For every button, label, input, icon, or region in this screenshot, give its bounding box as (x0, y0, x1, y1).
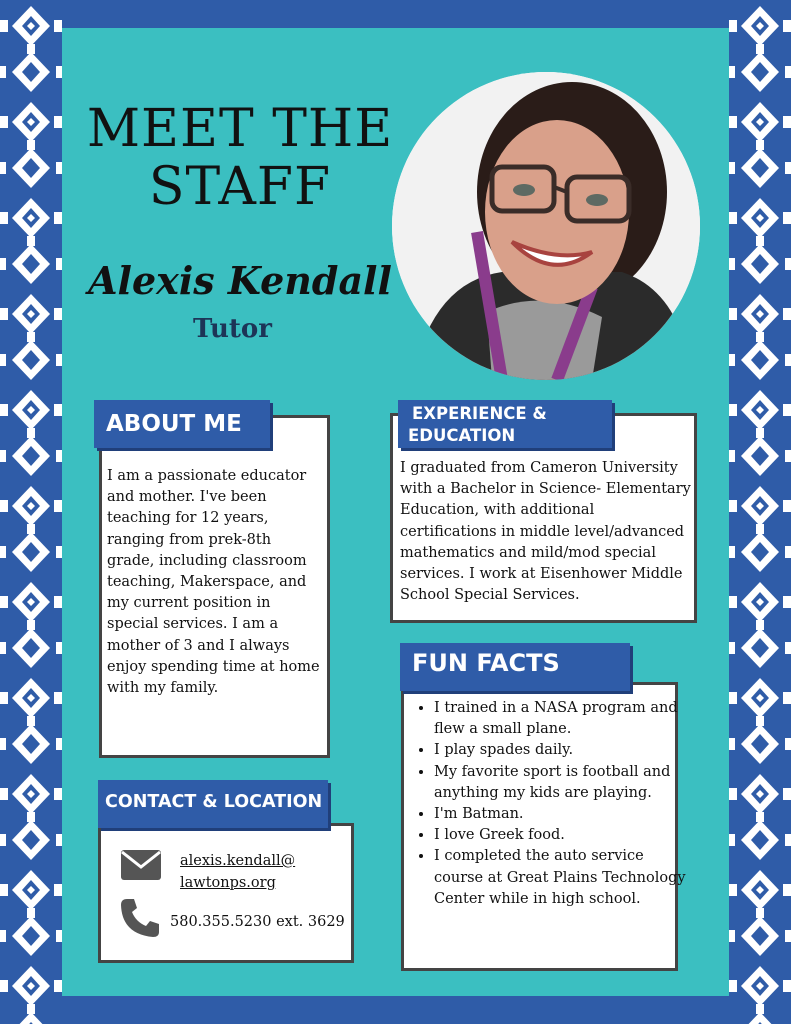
phone-number[interactable]: 580.355.5230 ext. 3629 (170, 914, 345, 930)
contact-label-text: CONTACT & LOCATION (105, 792, 323, 812)
contact-card (98, 823, 354, 963)
staff-name: Alexis Kendall (88, 258, 392, 303)
experience-label (398, 400, 612, 448)
about-label-text: ABOUT ME (106, 411, 242, 437)
about-text: I am a passionate educator and mother. I've been teaching for 12 years, ranging from prek-8th grade, including classroom teaching, Makerspace, and my current position in special services. I am a mother of 3 and I always enjoy spending time at home with my family. (107, 468, 320, 697)
title-line-1: MEET THE (86, 99, 394, 159)
title-line-2: STAFF (148, 157, 332, 217)
phone-icon (118, 896, 162, 940)
about-card (99, 415, 330, 758)
fun-facts-label-text: FUN FACTS (412, 649, 560, 677)
fun-facts-label (400, 643, 630, 691)
page-title (70, 100, 410, 216)
staff-photo (392, 72, 700, 380)
top-band (62, 0, 729, 28)
email-line-1[interactable]: alexis.kendall@ (180, 853, 296, 869)
bottom-band (62, 996, 729, 1024)
about-label (94, 400, 270, 448)
fun-facts-list (404, 698, 696, 910)
contact-label (98, 780, 328, 828)
email-line-2[interactable]: lawtonps.org (180, 875, 276, 891)
fact-item: • I play spades daily. (434, 740, 696, 761)
email-link[interactable] (180, 850, 350, 894)
fact-item: • I trained in a NASA program and flew a small plane. (434, 698, 696, 740)
envelope-icon (120, 849, 162, 881)
experience-text: I graduated from Cameron University with a Bachelor in Science- Elementary Education, with additional certifications in middle level/advanced mathematics and mild/mod special services. I work at Eisenhower Middle School Special Services. (400, 460, 691, 604)
fact-item: • I completed the auto service course at Great Plains Technology Center while in high school. (434, 846, 696, 910)
right-pattern-border (729, 0, 791, 1024)
left-pattern-border (0, 0, 62, 1024)
experience-label-line-1: EXPERIENCE & (412, 404, 547, 423)
fact-item: • My favorite sport is football and anything my kids are playing. (434, 762, 696, 804)
fun-facts-card (401, 682, 686, 971)
experience-label-line-2: EDUCATION (408, 426, 516, 445)
staff-role: Tutor (193, 314, 272, 344)
fact-item: • I'm Batman. (434, 804, 696, 825)
fact-item: • I love Greek food. (434, 825, 696, 846)
